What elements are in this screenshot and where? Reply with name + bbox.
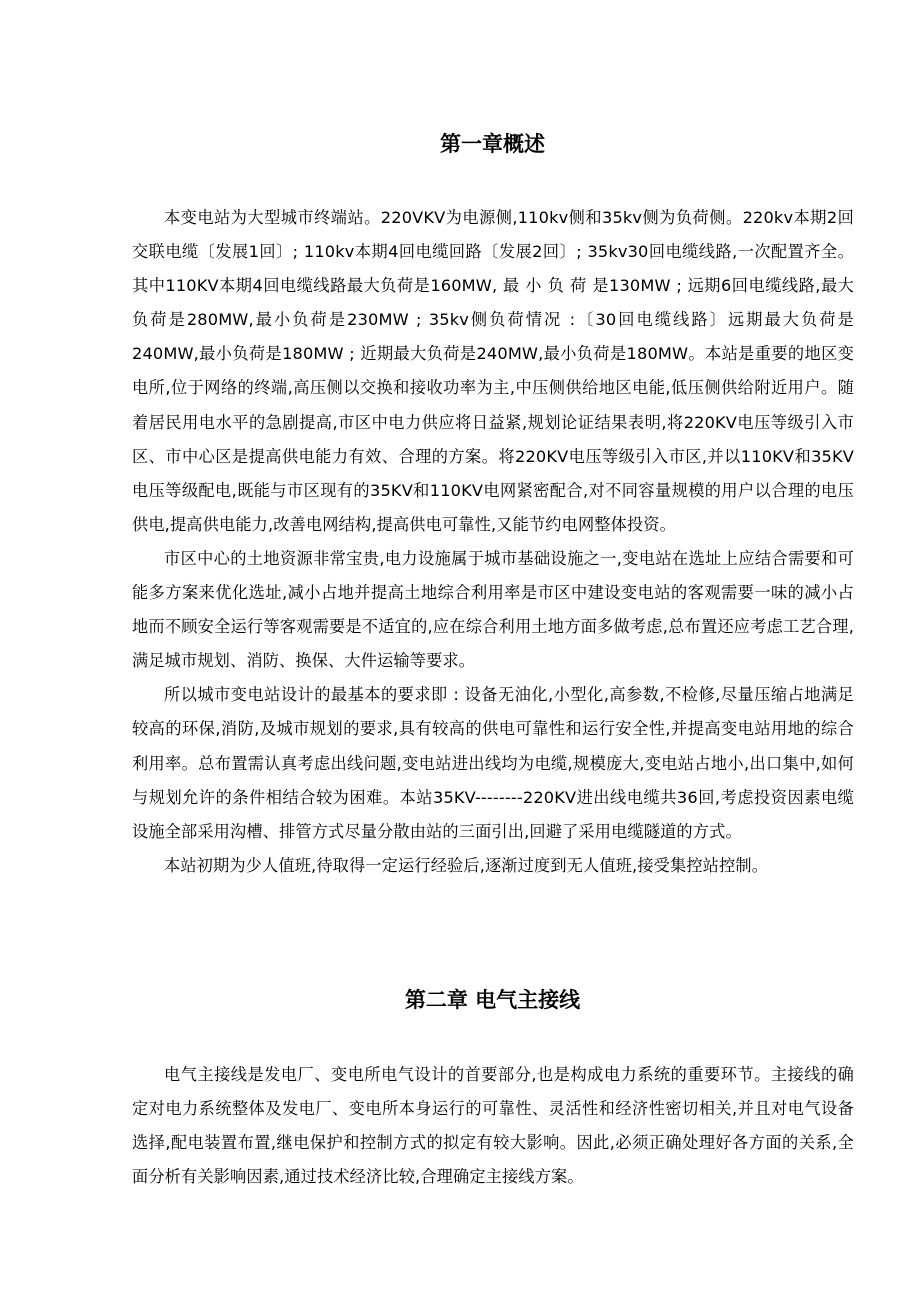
chapter-1-paragraph-1: 本变电站为大型城市终端站。220VKV为电源侧,110kv侧和35kv侧为负荷侧。220kv本期2回交联电缆〔发展1回〕; 110kv本期4回电缆回路〔发展2回〕; 35kv30回电缆线路,一次配置齐全。其中110KV本期4回电缆线路最大负荷是160MW, 最 小 负 荷 是130MW ; 远期6回电缆线路,最大负荷是280MW,最小负荷是230MW ; 35kv侧负荷情况 :〔30回电缆线路〕远期最大负荷是240MW,最小负荷是180MW ; 近期最大负荷是240MW,最小负荷是180MW。本站是重要的地区变电所,位于网络的终端,高压侧以交换和接收功率为主,中压侧供给地区电能,低压侧供给附近用户。随着居民用电水平的急剧提高,市区中电力供应将日益紧,规划论证结果表明,将220KV电压等级引入市区、市中心区是提高供电能力有效、合理的方案。将220KV电压等级引入市区,并以110KV和35KV电压等级配电,既能与市区现有的35KV和110KV电网紧密配合,对不同容量规模的用户以合理的电压供电,提高供电能力,改善电网结构,提高供电可靠性,又能节约电网整体投资。: [132, 208, 854, 534]
chapter-1-body: [132, 201, 854, 883]
chapter-2-title: 第二章 电气主接线: [404, 988, 581, 1012]
chapter-2-body: [132, 1058, 854, 1194]
chapter-1-paragraph-4: 本站初期为少人值班,待取得一定运行经验后,逐渐过度到无人值班,接受集控站控制。: [164, 855, 769, 875]
chapter-2-paragraph-1: 电气主接线是发电厂、变电所电气设计的首要部分,也是构成电力系统的重要环节。主接线的确定对电力系统整体及发电厂、变电所本身运行的可靠性、灵活性和经济性密切相关,并且对电气设备选择,配电装置布置,继电保护和控制方式的拟定有较大影响。因此,必须正确处理好各方面的关系,全面分析有关影响因素,通过技术经济比较,合理确定主接线方案。: [132, 1065, 854, 1187]
chapter-1-paragraph-2: 市区中心的土地资源非常宝贵,电力设施属于城市基础设施之一,变电站在选址上应结合需要和可能多方案来优化选址,减小占地并提高土地综合利用率是市区中建设变电站的客观需要一味的减小占地而不顾安全运行等客观需要是不适宜的,应在综合利用土地方面多做考虑,总布置还应考虑工艺合理,满足城市规划、消防、换保、大件运输等要求。: [132, 548, 854, 671]
chapter-1-title: 第一章概述: [440, 132, 545, 156]
chapter-1-paragraph-3: 所以城市变电站设计的最基本的要求即 : 设备无油化,小型化,高参数,不检修,尽量压缩占地满足较高的环保,消防,及城市规划的要求,具有较高的供电可靠性和运行安全性,并提高变电站用地的综合利用率。总布置需认真考虑出线问题,变电站进出线均为电缆,规模庞大,变电站占地小,出口集中,如何与规划允许的条件相结合较为困难。本站35KV--------220KV进出线电缆共36回,考虑投资因素电缆设施全部采用沟槽、排管方式尽量分散由站的三面引出,回避了采用电缆隧道的方式。: [132, 685, 854, 841]
